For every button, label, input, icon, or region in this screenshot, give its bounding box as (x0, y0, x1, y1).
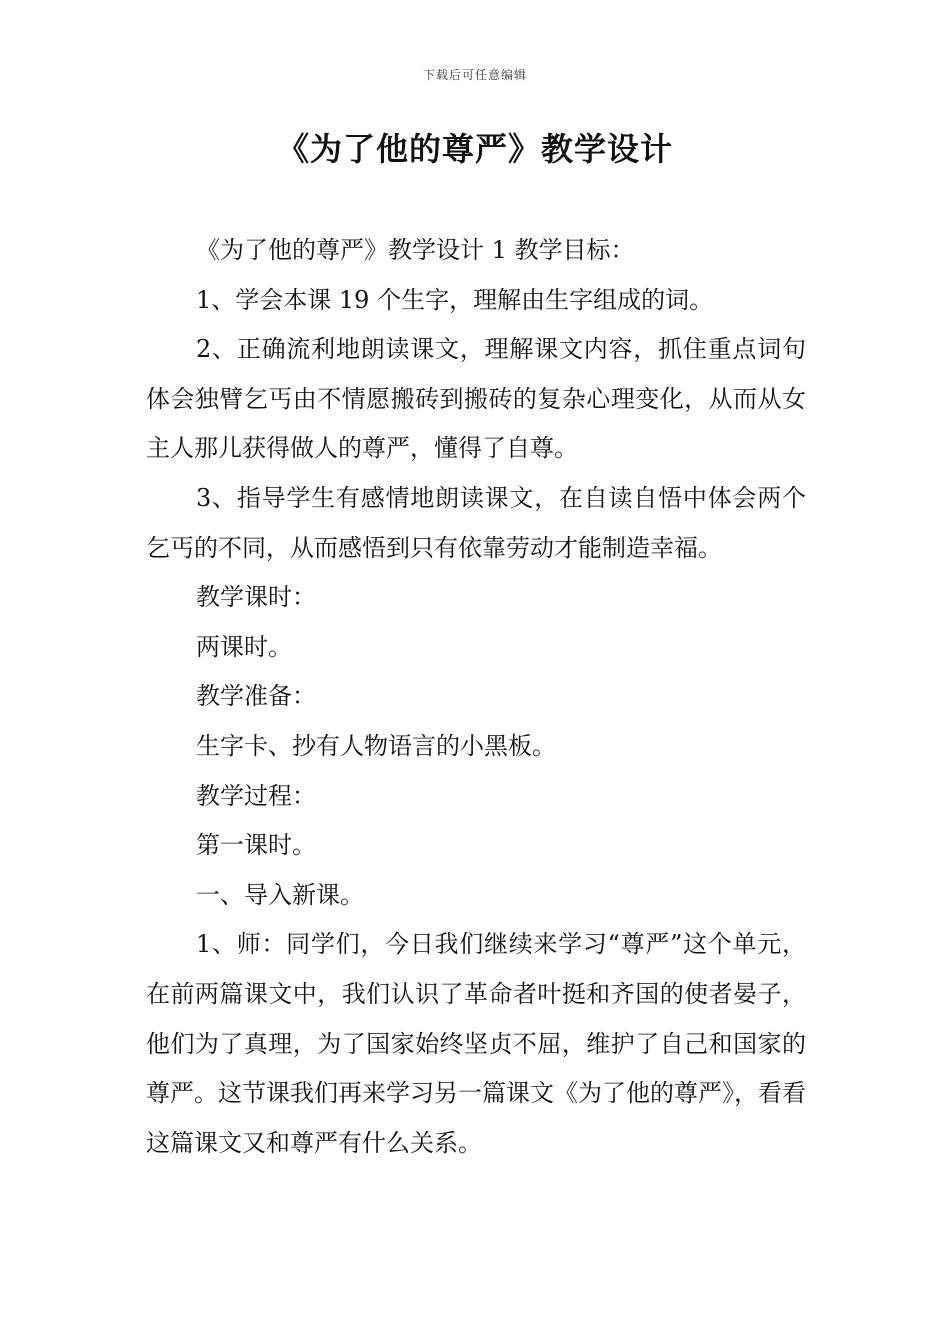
paragraph-first-lesson: 第一课时。 (196, 831, 316, 860)
header-note: 下载后可任意编辑 (422, 68, 527, 82)
paragraph-preparation-heading: 教学准备： (196, 682, 316, 711)
paragraph-hours: 两课时。 (196, 632, 292, 661)
paragraph-preparation: 生字卡、抄有人物语言的小黑板。 (196, 731, 556, 760)
document-body (146, 226, 806, 1168)
paragraph-hours-heading: 教学课时： (196, 583, 316, 612)
paragraph-process-heading: 教学过程： (196, 781, 316, 810)
document-title: 《为了他的尊严》教学设计 (276, 130, 673, 168)
paragraph-objectives-heading: 《为了他的尊严》教学设计 1 教学目标： (196, 236, 635, 264)
paragraph-section-intro: 一、导入新课。 (196, 880, 364, 909)
paragraph-objective-2: 2、正确流利地朗读课文，理解课文内容，抓住重点词句体会独臂乞丐由不情愿搬砖到搬砖的复杂心理变化，从而从女主人那儿获得做人的尊严，懂得了自尊。 (146, 335, 806, 463)
paragraph-objective-3: 3、指导学生有感情地朗读课文，在自读自悟中体会两个乞丐的不同，从而感悟到只有依靠劳动才能制造幸福。 (146, 483, 806, 562)
paragraph-teacher-intro: 1、师：同学们，今日我们继续来学习“尊严”这个单元，在前两篇课文中，我们认识了革命者叶挺和齐国的使者晏子，他们为了真理，为了国家始终坚贞不屈，维护了自己和国家的尊严。这节课我们再来学习另一篇课文《为了他的尊严》，看看这篇课文又和尊严有什么关系。 (146, 930, 806, 1157)
paragraph-objective-1: 1、学会本课 19 个生字，理解由生字组成的词。 (196, 285, 714, 314)
